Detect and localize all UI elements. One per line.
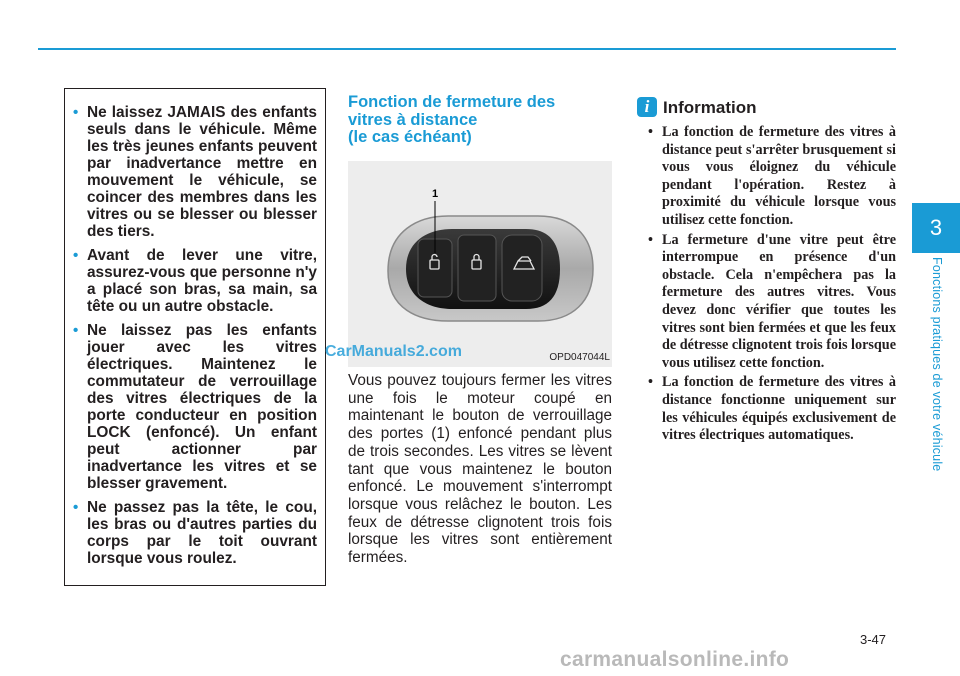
info-list: [648, 124, 896, 447]
watermark-bottom: carmanualsonline.info: [560, 648, 790, 671]
bullet-icon: •: [648, 124, 653, 140]
warning-item: • Ne passez pas la tête, le cou, les bras ou d'autres parties du corps par le toit ouvrant lorsque vous roulez.: [73, 499, 317, 567]
page-number: 3-47: [860, 632, 887, 647]
info-item: • La fonction de fermeture des vitres à distance fonctionne uniquement sur les véhicules équipés exclusivement de vitres électriques automatiques.: [648, 374, 896, 444]
bullet-icon: •: [648, 374, 653, 391]
info-item: • La fonction de fermeture des vitres à distance peut s'arrêter brusquement si vous vous éloignez du véhicule pendant l'opération. Restez à proximité du véhicule lorsque vous utilisez cette fonction.: [648, 124, 896, 228]
bullet-icon: •: [73, 247, 79, 264]
key-fob-figure: [348, 161, 612, 367]
key-fob-illustration: [348, 161, 612, 367]
chapter-tab: 3: [912, 203, 960, 253]
figure-code: OPD047044L: [549, 352, 610, 363]
warning-item: • Ne laissez pas les enfants jouer avec les vitres électriques. Maintenez le commutateur de verrouillage des vitres électriques de la porte conducteur en position LOCK (enfoncé). Un enfant peut actionner par inadvertance les vitres et se blesser gravement.: [73, 322, 317, 492]
header-rule: [38, 48, 896, 50]
chapter-title: Fonctions pratiques de votre véhicule: [930, 257, 944, 472]
section-body: Vous pouvez toujours fermer les vitres une fois le moteur coupé en maintenant le bouton de verrouillage des portes (1) enfoncé pendant plus de trois secondes. Les vitres se lèvent tant que vous maintenez le bouton enfoncé. Le mouvement s'interrompt lorsque vous relâchez le bouton. Les feux de détresse clignotent trois fois lorsque les vitres sont entièrement fermées.: [348, 372, 612, 567]
bullet-icon: •: [73, 499, 79, 516]
info-icon: i: [637, 97, 657, 117]
watermark-top: CarManuals2.com: [325, 343, 462, 360]
warning-item: • Avant de lever une vitre, assurez-vous que personne n'y a placé son bras, sa main, sa tête ou un autre obstacle.: [73, 247, 317, 315]
bullet-icon: •: [73, 104, 79, 121]
bullet-icon: •: [73, 322, 79, 339]
bullet-icon: •: [648, 231, 653, 248]
warning-box: [64, 88, 326, 586]
warning-item: • Ne laissez JAMAIS des enfants seuls dans le véhicule. Même les très jeunes enfants peuvent par inadvertance mettre en mouvement le véhicule, se coincer des membres dans les vitres ou se blesser ou blesser des tiers.: [73, 104, 317, 240]
section-title: Fonction de fermeture des vitres à distance (le cas échéant): [348, 93, 556, 146]
info-title: Information: [663, 98, 757, 117]
figure-callout: 1: [432, 188, 439, 200]
info-item: • La fermeture d'une vitre peut être interrompue en présence d'un obstacle. Cela n'empêchera pas la fermeture des autres vitres. Vous devez donc vérifier que toutes les vitres sont bien fermées et que les feux de détresse clignotent trois fois lorsque vous utilisez cette fonction.: [648, 231, 896, 371]
